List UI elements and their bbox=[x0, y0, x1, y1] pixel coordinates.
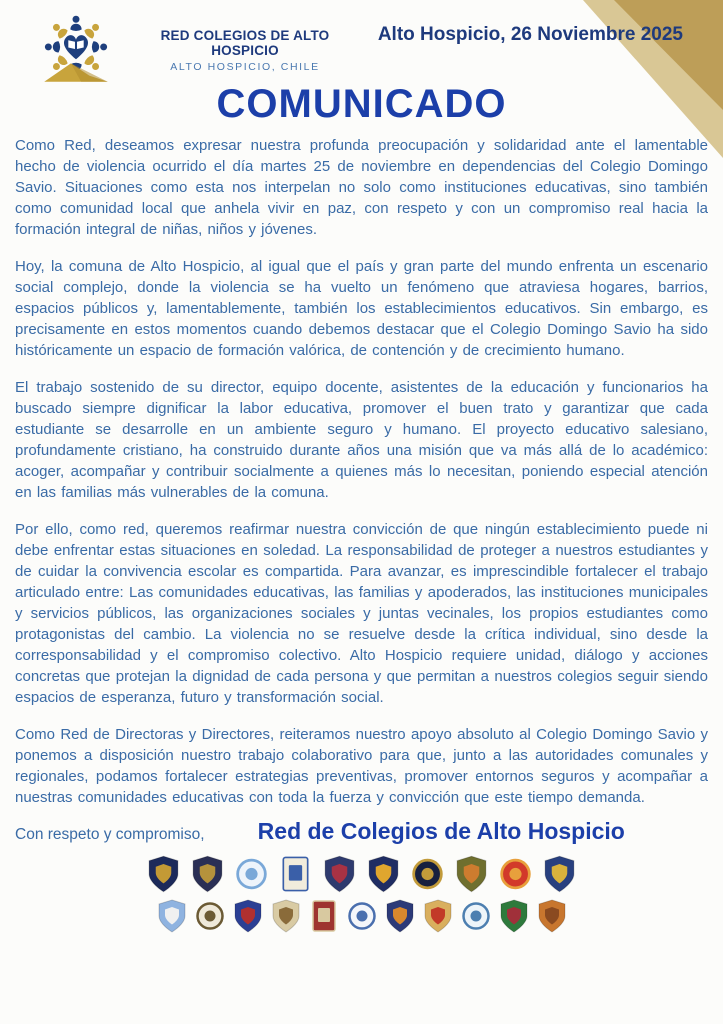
crest-row bbox=[158, 899, 566, 933]
orange-brown-shield-icon bbox=[538, 899, 566, 933]
org-title-block bbox=[126, 28, 364, 73]
white-blue-compass-circle-icon bbox=[348, 899, 376, 933]
tan-crown-crest-icon bbox=[272, 899, 300, 933]
blue-white-striped-crown-shield-icon bbox=[158, 899, 186, 933]
network-logo-icon bbox=[36, 8, 116, 92]
blue-gold-banner-shield-icon bbox=[544, 855, 575, 893]
red-orange-circle-emblem-icon bbox=[500, 855, 531, 893]
body-paragraph: Hoy, la comuna de Alto Hospicio, al igual que el país y gran parte del mundo enfrenta un escenario social complejo, donde la violencia se ha vuelto un fenómeno que atraviesa hogares, barrios, espacios públicos y, lamentablemente, también los establecimientos educativos. Sin embargo, es precisamente en estos momentos cuando debemos destacar que el Colegio Domingo Savio ha sido históricamente un espacio de formación valórica, de contención y de crecimiento humano. bbox=[15, 258, 708, 359]
navy-gold-lion-shield-icon bbox=[148, 855, 179, 893]
school-crest-rows bbox=[0, 855, 723, 933]
navy-gold-flame-shield-icon bbox=[368, 855, 399, 893]
lightblue-circle-emblem-icon bbox=[236, 855, 267, 893]
body-paragraph: Como Red de Directoras y Directores, reiteramos nuestro apoyo absoluto al Colegio Domingo Savio y ponemos a disposición nuestro trabajo colaborativo para que, junto a las autoridades comunales y regionales, podamos fortalecer estrategias preventivas, promover entornos seguros y acompañar a nuestras comunidades educativas con toda la fuerza y convicción que este tiempo demanda. bbox=[15, 726, 708, 806]
org-name: RED COLEGIOS DE ALTO HOSPICIO bbox=[160, 28, 330, 58]
body-paragraph: Por ello, como red, queremos reafirmar nuestra convicción de que ningún establecimiento puede ni debe enfrentar estas situaciones en soledad. La responsabilidad de proteger a nuestros estudiantes y de cuidar la convivencia escolar es compartida. Para avanzar, es imprescindible fortalecer el trabajo articulado entre: Las comunidades educativas, las familias y apoderados, las instituciones municipales y servicios públicos, las organizaciones sociales y juntas vecinales, los propios estudiantes como protagonistas del cambio. La violencia no se resuelve desde la crítica individual, sino desde la corresponsabilidad y el compromiso colectivo. Alto Hospicio requiere unidad, diálogo y acciones concretas que protejan la dignidad de cada persona y que permitan a nuestros colegios seguir siendo espacios de esperanza, futuro y transformación social. bbox=[15, 521, 708, 706]
cream-plaque-emblem-icon bbox=[280, 855, 311, 893]
network-name: Red de Colegios de Alto Hospicio bbox=[257, 818, 625, 844]
navy-orange-shield-icon bbox=[386, 899, 414, 933]
black-gold-winged-emblem-icon bbox=[412, 855, 443, 893]
maroon-pennant-icon bbox=[310, 899, 338, 933]
white-blue-green-circle-icon bbox=[462, 899, 490, 933]
org-subtitle: ALTO HOSPICIO, CHILE bbox=[170, 61, 320, 73]
signoff-row bbox=[0, 818, 723, 845]
blue-red-shield-icon bbox=[234, 899, 262, 933]
body-paragraph: El trabajo sostenido de su director, equipo docente, asistentes de la educación y funcionarios ha buscado siempre dignificar la labor educativa, promover el buen trato y garantizar que cada estudiante se desarrolle en un ambiente seguro y humano. El proyecto educativo salesiano, profundamente cristiano, ha construido durante años una misión que va más allá de lo académico: acoger, acompañar y contribuir socialmente a quienes más lo necesitan, poniendo especial atención en las familias más vulnerables de la comuna. bbox=[15, 379, 708, 501]
navy-red-shield-icon bbox=[324, 855, 355, 893]
body-paragraph: Como Red, deseamos expresar nuestra profunda preocupación y solidaridad ante el lamentable hecho de violencia ocurrido el día martes 25 de noviembre en dependencias del Colegio Domingo Savio. Situaciones como esta nos interpelan no solo como instituciones educativas, sino también como comunidad local que anhela vivir en paz, con respeto y con un compromiso real hacia la formación integral de niñas, niños y jóvenes. bbox=[15, 137, 708, 238]
cream-circle-continent-emblem-icon bbox=[196, 899, 224, 933]
body-text bbox=[0, 135, 723, 808]
heart-shape bbox=[64, 35, 88, 59]
document-date: Alto Hospicio, 26 Noviembre 2025 bbox=[377, 24, 683, 45]
crest-row bbox=[148, 855, 575, 893]
navy-gold-s-shield-icon bbox=[192, 855, 223, 893]
olive-orange-dome-shield-icon bbox=[456, 855, 487, 893]
green-red-shield-icon bbox=[500, 899, 528, 933]
closing-line: Con respeto y compromiso, bbox=[15, 826, 205, 843]
header bbox=[0, 0, 723, 92]
tan-red-flame-shield-icon bbox=[424, 899, 452, 933]
page-title: COMUNICADO bbox=[216, 82, 507, 126]
